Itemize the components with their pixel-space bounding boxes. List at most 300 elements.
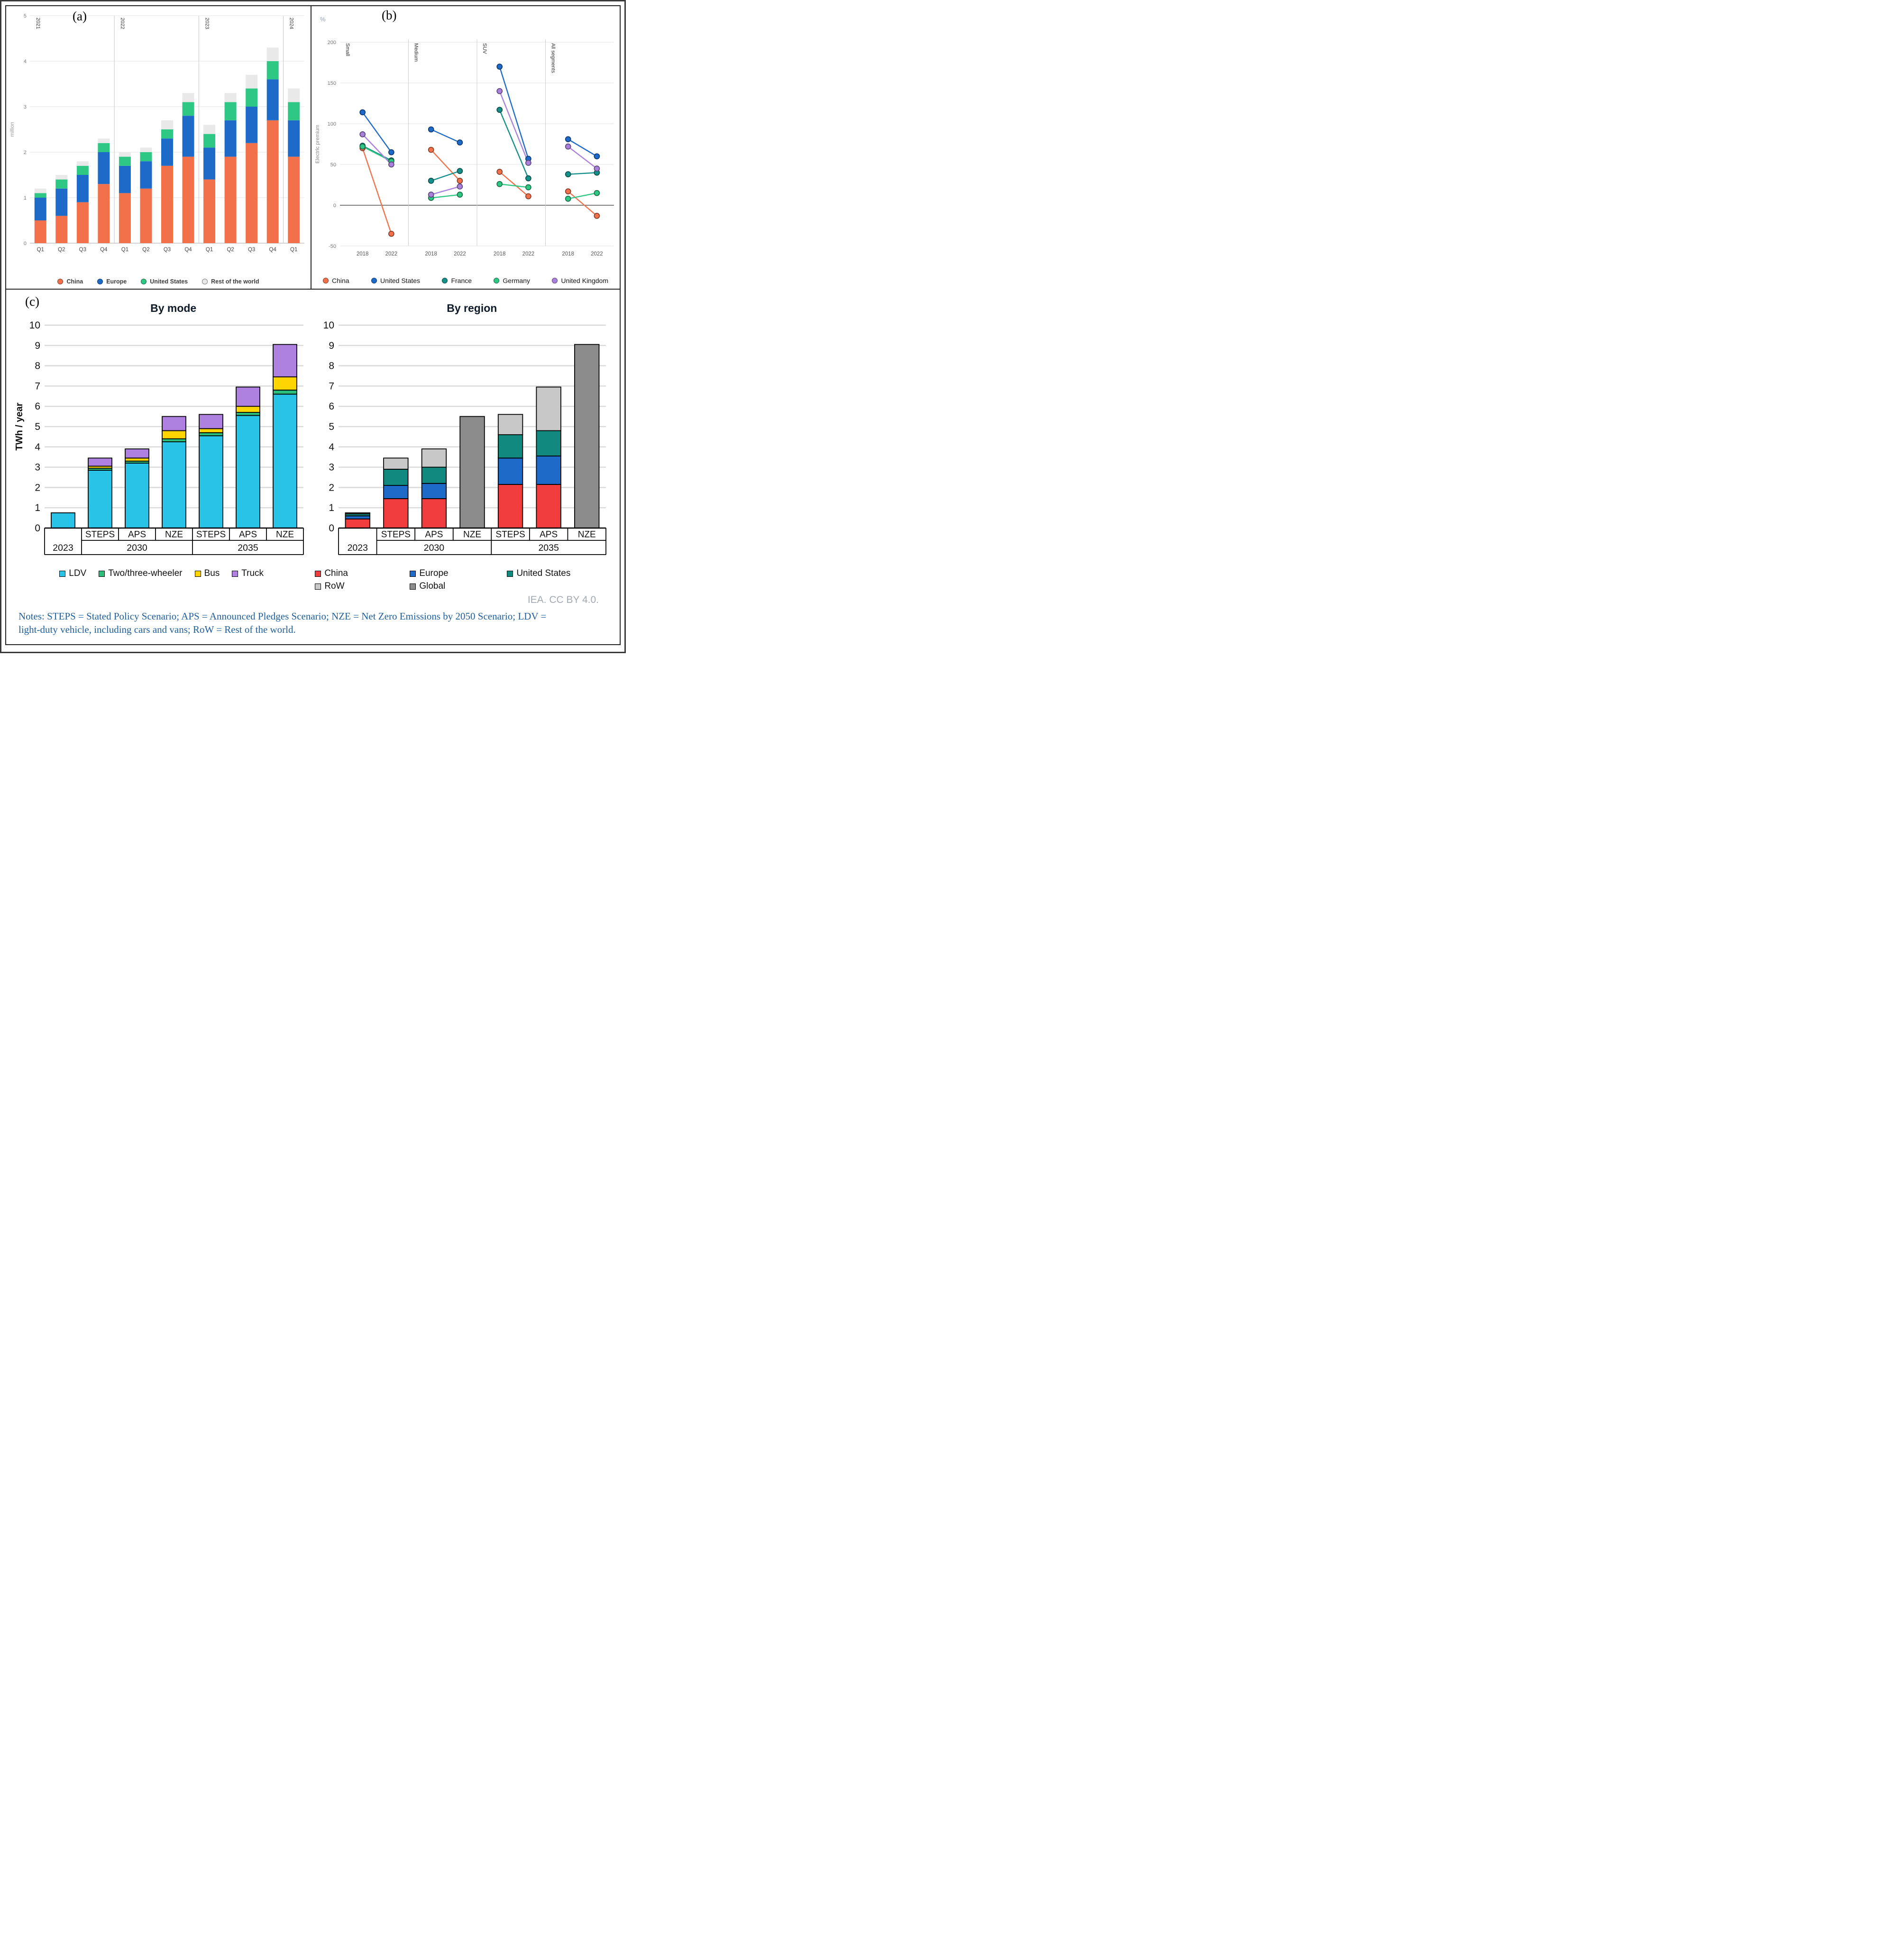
svg-text:50: 50 bbox=[330, 162, 336, 168]
svg-text:2: 2 bbox=[23, 150, 27, 155]
svg-text:1: 1 bbox=[329, 502, 335, 514]
bar-Rest of the world bbox=[183, 93, 194, 102]
legend-swatch bbox=[323, 278, 329, 283]
point-United States bbox=[389, 150, 394, 155]
axis-labels bbox=[315, 16, 603, 257]
bar-United States bbox=[498, 435, 523, 458]
legend-item-truck bbox=[232, 568, 264, 579]
bar-LDV bbox=[199, 436, 223, 528]
bar-Bus bbox=[236, 406, 260, 412]
svg-text:Q2: Q2 bbox=[142, 247, 150, 253]
bar-United States bbox=[246, 89, 257, 107]
connector-Germany bbox=[431, 195, 460, 198]
legend-item-united-states bbox=[507, 568, 614, 579]
legend-item-two-three-wheeler bbox=[99, 568, 182, 579]
bar-China bbox=[98, 184, 110, 243]
svg-text:2018: 2018 bbox=[493, 251, 506, 257]
by-region-chart bbox=[317, 317, 612, 561]
point-China bbox=[429, 147, 434, 153]
legend-label: China bbox=[324, 568, 348, 578]
bar-Truck bbox=[199, 414, 223, 428]
svg-text:8: 8 bbox=[34, 360, 40, 372]
svg-text:10: 10 bbox=[29, 320, 40, 331]
svg-text:million: million bbox=[9, 122, 15, 137]
legend-item-china bbox=[323, 277, 349, 284]
bar-Europe bbox=[183, 116, 194, 156]
svg-text:2023: 2023 bbox=[204, 18, 210, 29]
legend-swatch bbox=[97, 279, 103, 284]
legend-swatch bbox=[315, 571, 321, 577]
svg-text:9: 9 bbox=[329, 340, 335, 351]
category-axis-table bbox=[339, 528, 606, 555]
bar-Europe bbox=[203, 147, 215, 179]
svg-text:2018: 2018 bbox=[562, 251, 574, 257]
bar-Bus bbox=[273, 377, 297, 390]
bar-Europe bbox=[55, 189, 67, 216]
bar-Rest of the world bbox=[288, 89, 300, 102]
bar-Rest of the world bbox=[55, 175, 67, 180]
svg-text:Q1: Q1 bbox=[37, 247, 44, 253]
svg-text:2030: 2030 bbox=[424, 543, 445, 553]
bar-China bbox=[35, 220, 46, 243]
point-China bbox=[526, 194, 531, 199]
bars-layer bbox=[346, 345, 599, 528]
point-China bbox=[566, 189, 571, 194]
point-France bbox=[566, 172, 571, 177]
legend-item-ldv bbox=[59, 568, 86, 579]
svg-text:2018: 2018 bbox=[425, 251, 437, 257]
bar-Europe bbox=[267, 79, 279, 120]
bar-Two/three-wheeler bbox=[199, 433, 223, 436]
svg-text:APS: APS bbox=[238, 529, 257, 540]
by-region-title: By region bbox=[447, 302, 497, 314]
bar-Rest of the world bbox=[77, 161, 89, 166]
attribution-text: IEA. CC BY 4.0. bbox=[527, 594, 599, 605]
bar-China bbox=[246, 143, 257, 243]
point-Germany bbox=[566, 196, 571, 201]
bar-Global bbox=[460, 417, 485, 528]
svg-text:Q2: Q2 bbox=[227, 247, 234, 253]
legend-label: Two/three-wheeler bbox=[108, 568, 183, 578]
svg-text:SUV: SUV bbox=[482, 43, 487, 54]
bar-Truck bbox=[236, 387, 260, 407]
legend-swatch bbox=[232, 571, 238, 577]
connector-United States bbox=[568, 139, 597, 156]
legend-swatch bbox=[507, 571, 513, 577]
panel-label-c: (c) bbox=[25, 294, 39, 309]
bar-China bbox=[140, 189, 152, 243]
svg-text:%: % bbox=[320, 16, 326, 23]
svg-text:NZE: NZE bbox=[275, 529, 294, 540]
legend-swatch bbox=[494, 278, 499, 283]
bar-China bbox=[384, 499, 408, 528]
connector-United Kingdom bbox=[568, 146, 597, 168]
svg-text:7: 7 bbox=[329, 381, 335, 392]
svg-text:0: 0 bbox=[34, 523, 40, 534]
bars-layer bbox=[35, 47, 300, 243]
legend-item-bus bbox=[195, 568, 220, 579]
bar-China bbox=[267, 120, 279, 243]
svg-text:4: 4 bbox=[34, 441, 40, 453]
svg-text:All segments: All segments bbox=[550, 43, 556, 73]
bar-Rest of the world bbox=[267, 47, 279, 61]
bar-Rest of the world bbox=[35, 189, 46, 193]
svg-text:2018: 2018 bbox=[356, 251, 369, 257]
bar-Europe bbox=[422, 483, 447, 499]
legend-item-europe bbox=[97, 278, 127, 285]
legend-label: China bbox=[332, 277, 349, 284]
bar-Europe bbox=[98, 152, 110, 184]
by-mode-chart bbox=[14, 317, 309, 561]
point-China bbox=[457, 178, 462, 183]
point-China bbox=[497, 169, 502, 174]
bar-China bbox=[537, 484, 561, 528]
bar-United States bbox=[422, 467, 447, 483]
legend-label: Truck bbox=[241, 568, 264, 578]
svg-text:3: 3 bbox=[23, 104, 27, 110]
svg-text:STEPS: STEPS bbox=[85, 529, 115, 540]
quarterly-ev-sales-legend bbox=[6, 278, 311, 285]
point-United Kingdom bbox=[566, 144, 571, 149]
electric-premium-legend bbox=[323, 277, 608, 284]
svg-text:2024: 2024 bbox=[288, 18, 294, 29]
bar-Truck bbox=[273, 345, 297, 377]
legend-swatch bbox=[202, 279, 208, 284]
svg-text:2022: 2022 bbox=[522, 251, 535, 257]
svg-text:2035: 2035 bbox=[538, 543, 559, 553]
legend-swatch bbox=[410, 571, 416, 577]
legend-item-france bbox=[442, 277, 472, 284]
svg-text:Q2: Q2 bbox=[58, 247, 65, 253]
bar-Two/three-wheeler bbox=[162, 439, 186, 442]
panel-label-a: (a) bbox=[73, 9, 87, 23]
svg-text:0: 0 bbox=[329, 523, 335, 534]
svg-text:APS: APS bbox=[425, 529, 443, 540]
bar-Bus bbox=[199, 428, 223, 433]
bar-China bbox=[55, 216, 67, 243]
connector-China bbox=[363, 148, 392, 234]
point-United Kingdom bbox=[457, 184, 462, 189]
connector-China bbox=[568, 191, 597, 216]
bar-China bbox=[225, 157, 237, 243]
axis-labels bbox=[14, 320, 40, 534]
svg-text:STEPS: STEPS bbox=[196, 529, 226, 540]
by-region-legend bbox=[317, 568, 612, 592]
svg-text:Q1: Q1 bbox=[205, 247, 213, 253]
bar-Europe bbox=[119, 166, 131, 193]
bar-LDV bbox=[51, 513, 75, 528]
legend-swatch bbox=[99, 571, 105, 577]
axis-labels bbox=[323, 320, 335, 534]
svg-text:1: 1 bbox=[34, 502, 40, 514]
legend-swatch bbox=[57, 279, 63, 284]
svg-text:APS: APS bbox=[540, 529, 558, 540]
bar-China bbox=[77, 202, 89, 243]
legend-item-united-kingdom bbox=[552, 277, 608, 284]
svg-text:Small: Small bbox=[345, 43, 350, 56]
bar-China bbox=[161, 166, 173, 243]
svg-text:Q3: Q3 bbox=[163, 247, 171, 253]
panel-scenarios bbox=[5, 289, 621, 645]
connector-United States bbox=[363, 112, 392, 152]
point-United States bbox=[566, 137, 571, 142]
svg-text:5: 5 bbox=[23, 13, 27, 19]
point-United States bbox=[594, 154, 599, 159]
svg-text:5: 5 bbox=[329, 421, 335, 432]
svg-text:6: 6 bbox=[34, 401, 40, 412]
legend-label: Bus bbox=[204, 568, 220, 578]
bar-Rest of the world bbox=[203, 125, 215, 134]
svg-text:2: 2 bbox=[329, 482, 335, 493]
bar-Rest of the world bbox=[119, 152, 131, 157]
bar-Two/three-wheeler bbox=[236, 412, 260, 415]
bar-China bbox=[183, 157, 194, 243]
svg-text:2030: 2030 bbox=[126, 543, 147, 553]
bar-Rest of the world bbox=[225, 93, 237, 102]
svg-text:Q4: Q4 bbox=[100, 247, 108, 253]
legend-label: Rest of the world bbox=[211, 278, 259, 285]
point-China bbox=[594, 213, 599, 219]
point-France bbox=[526, 176, 531, 181]
legend-label: Europe bbox=[106, 278, 127, 285]
svg-text:STEPS: STEPS bbox=[381, 529, 411, 540]
svg-text:6: 6 bbox=[329, 401, 335, 412]
svg-text:7: 7 bbox=[34, 381, 40, 392]
svg-text:0: 0 bbox=[333, 203, 336, 209]
svg-text:2023: 2023 bbox=[52, 543, 73, 553]
point-United Kingdom bbox=[429, 192, 434, 197]
svg-text:Q4: Q4 bbox=[269, 247, 276, 253]
svg-text:0: 0 bbox=[23, 241, 27, 246]
legend-item-china bbox=[315, 568, 410, 579]
legend-item-row bbox=[315, 581, 410, 592]
bar-China bbox=[288, 157, 300, 243]
svg-text:4: 4 bbox=[329, 441, 335, 453]
legend-swatch bbox=[371, 278, 377, 283]
bar-United States bbox=[267, 61, 279, 79]
bar-China bbox=[346, 519, 370, 528]
bar-United States bbox=[203, 134, 215, 148]
svg-text:150: 150 bbox=[327, 81, 336, 86]
svg-text:APS: APS bbox=[128, 529, 146, 540]
segment-separators bbox=[345, 39, 556, 246]
bars-layer bbox=[51, 345, 297, 528]
connector-United Kingdom bbox=[500, 91, 529, 163]
panel-label-b: (b) bbox=[382, 8, 397, 22]
bar-Europe bbox=[140, 161, 152, 189]
legend-label: LDV bbox=[69, 568, 87, 578]
svg-text:5: 5 bbox=[34, 421, 40, 432]
connector-United Kingdom bbox=[431, 186, 460, 194]
by-mode-block bbox=[14, 302, 309, 592]
point-United Kingdom bbox=[360, 132, 365, 137]
bar-Truck bbox=[162, 417, 186, 431]
connector-United States bbox=[431, 129, 460, 143]
svg-text:Q3: Q3 bbox=[247, 247, 256, 253]
svg-text:2022: 2022 bbox=[591, 251, 603, 257]
point-France bbox=[497, 107, 502, 112]
svg-text:Q4: Q4 bbox=[184, 247, 192, 253]
legend-item-united-states bbox=[371, 277, 420, 284]
bar-RoW bbox=[537, 387, 561, 431]
panel-electric-premium bbox=[311, 5, 621, 290]
legend-swatch bbox=[195, 571, 201, 577]
bar-Rest of the world bbox=[98, 138, 110, 143]
svg-text:NZE: NZE bbox=[578, 529, 596, 540]
legend-item-europe bbox=[410, 568, 507, 579]
svg-text:100: 100 bbox=[327, 121, 336, 127]
scenario-charts-row bbox=[6, 302, 620, 592]
legend-label: France bbox=[451, 277, 472, 284]
legend-label: Europe bbox=[419, 568, 449, 578]
legend-item-global bbox=[410, 581, 507, 592]
svg-text:2021: 2021 bbox=[35, 18, 41, 29]
legend-label: RoW bbox=[324, 581, 345, 591]
svg-text:2035: 2035 bbox=[237, 543, 258, 553]
legend-label: United States bbox=[380, 277, 421, 284]
svg-text:-50: -50 bbox=[329, 244, 336, 249]
bar-Europe bbox=[384, 485, 408, 499]
panel-quarterly-ev-sales bbox=[5, 5, 311, 290]
by-region-block bbox=[317, 302, 612, 592]
point-United States bbox=[497, 64, 502, 69]
bar-Global bbox=[575, 345, 599, 528]
svg-text:200: 200 bbox=[327, 40, 336, 46]
point-Germany bbox=[360, 144, 365, 149]
bar-United States bbox=[161, 129, 173, 138]
bar-Rest of the world bbox=[161, 120, 173, 129]
bar-Rest of the world bbox=[246, 75, 257, 89]
bar-China bbox=[203, 180, 215, 243]
legend-label: United States bbox=[150, 278, 188, 285]
svg-text:3: 3 bbox=[329, 462, 335, 473]
legend-label: United States bbox=[516, 568, 571, 578]
connector-France bbox=[568, 173, 597, 174]
bar-United States bbox=[35, 193, 46, 198]
bar-United States bbox=[537, 431, 561, 456]
point-Germany bbox=[457, 192, 462, 197]
svg-text:2023: 2023 bbox=[347, 543, 368, 553]
bar-Europe bbox=[161, 138, 173, 166]
legend-item-united-states bbox=[141, 278, 188, 285]
svg-text:TWh / year: TWh / year bbox=[14, 402, 25, 451]
bar-United States bbox=[77, 166, 89, 175]
svg-text:Q3: Q3 bbox=[79, 247, 87, 253]
bar-Europe bbox=[288, 120, 300, 157]
point-United Kingdom bbox=[594, 166, 599, 171]
category-axis-table bbox=[45, 528, 303, 555]
svg-text:Electric premium: Electric premium bbox=[315, 125, 321, 164]
svg-text:1: 1 bbox=[23, 195, 27, 201]
point-United Kingdom bbox=[497, 89, 502, 94]
bar-China bbox=[498, 484, 523, 528]
svg-text:Q1: Q1 bbox=[290, 247, 298, 253]
legend-swatch bbox=[141, 279, 147, 284]
svg-text:2022: 2022 bbox=[385, 251, 398, 257]
bar-LDV bbox=[236, 415, 260, 528]
bar-United States bbox=[98, 143, 110, 152]
bar-Bus bbox=[125, 458, 149, 461]
bar-RoW bbox=[346, 513, 370, 514]
electric-premium-chart bbox=[312, 13, 618, 268]
bar-RoW bbox=[498, 414, 523, 435]
bar-United States bbox=[384, 469, 408, 485]
figure-container bbox=[0, 0, 626, 653]
bar-LDV bbox=[162, 442, 186, 528]
point-China bbox=[389, 231, 394, 237]
bar-United States bbox=[183, 102, 194, 116]
bar-United States bbox=[55, 180, 67, 189]
svg-text:8: 8 bbox=[329, 360, 335, 372]
legend-label: Global bbox=[419, 581, 446, 591]
legend-swatch bbox=[552, 278, 558, 283]
bar-Rest of the world bbox=[140, 147, 152, 152]
bar-United States bbox=[288, 102, 300, 120]
by-mode-legend bbox=[14, 568, 309, 579]
bar-United States bbox=[225, 102, 237, 120]
by-mode-title: By mode bbox=[150, 302, 197, 314]
point-France bbox=[429, 178, 434, 183]
point-Germany bbox=[497, 182, 502, 187]
svg-text:9: 9 bbox=[34, 340, 40, 351]
bar-LDV bbox=[273, 394, 297, 528]
bar-Two/three-wheeler bbox=[273, 390, 297, 394]
bar-Truck bbox=[88, 458, 112, 466]
svg-text:NZE: NZE bbox=[165, 529, 183, 540]
bar-China bbox=[119, 193, 131, 243]
connector-lines bbox=[363, 67, 597, 234]
bar-RoW bbox=[384, 458, 408, 469]
legend-label: United Kingdom bbox=[561, 277, 608, 284]
legend-label: China bbox=[66, 278, 83, 285]
point-United States bbox=[457, 140, 462, 145]
bar-Europe bbox=[225, 120, 237, 157]
legend-item-china bbox=[57, 278, 83, 285]
top-row bbox=[5, 5, 621, 290]
bar-Truck bbox=[125, 449, 149, 458]
bar-RoW bbox=[422, 449, 447, 467]
bar-Europe bbox=[35, 198, 46, 220]
svg-text:Medium: Medium bbox=[413, 43, 419, 62]
legend-label: Germany bbox=[503, 277, 530, 284]
connector-France bbox=[363, 146, 392, 160]
point-France bbox=[457, 168, 462, 173]
notes-text: Notes: STEPS = Stated Policy Scenario; APS = Announced Pledges Scenario; NZE = Net Zero Emissions by 2050 Scenario; LDV = light-duty vehicle, including cars and vans; RoW = Rest of the world. bbox=[18, 611, 547, 636]
bar-LDV bbox=[88, 470, 112, 528]
point-United Kingdom bbox=[526, 160, 531, 165]
bar-Europe bbox=[498, 458, 523, 484]
bar-LDV bbox=[125, 463, 149, 528]
bar-Europe bbox=[246, 107, 257, 143]
legend-swatch bbox=[442, 278, 448, 283]
svg-text:Q1: Q1 bbox=[121, 247, 129, 253]
legend-swatch bbox=[410, 583, 416, 590]
bar-Bus bbox=[162, 431, 186, 439]
svg-text:STEPS: STEPS bbox=[495, 529, 526, 540]
svg-text:2: 2 bbox=[34, 482, 40, 493]
point-Germany bbox=[594, 191, 599, 196]
bar-Europe bbox=[537, 456, 561, 484]
connector-Germany bbox=[568, 193, 597, 199]
point-United States bbox=[429, 127, 434, 132]
legend-item-rest-of-the-world bbox=[202, 278, 259, 285]
svg-text:10: 10 bbox=[323, 320, 335, 331]
bar-China bbox=[422, 499, 447, 528]
point-United Kingdom bbox=[389, 162, 394, 167]
bar-United States bbox=[140, 152, 152, 161]
legend-swatch bbox=[59, 571, 65, 577]
svg-text:3: 3 bbox=[34, 462, 40, 473]
